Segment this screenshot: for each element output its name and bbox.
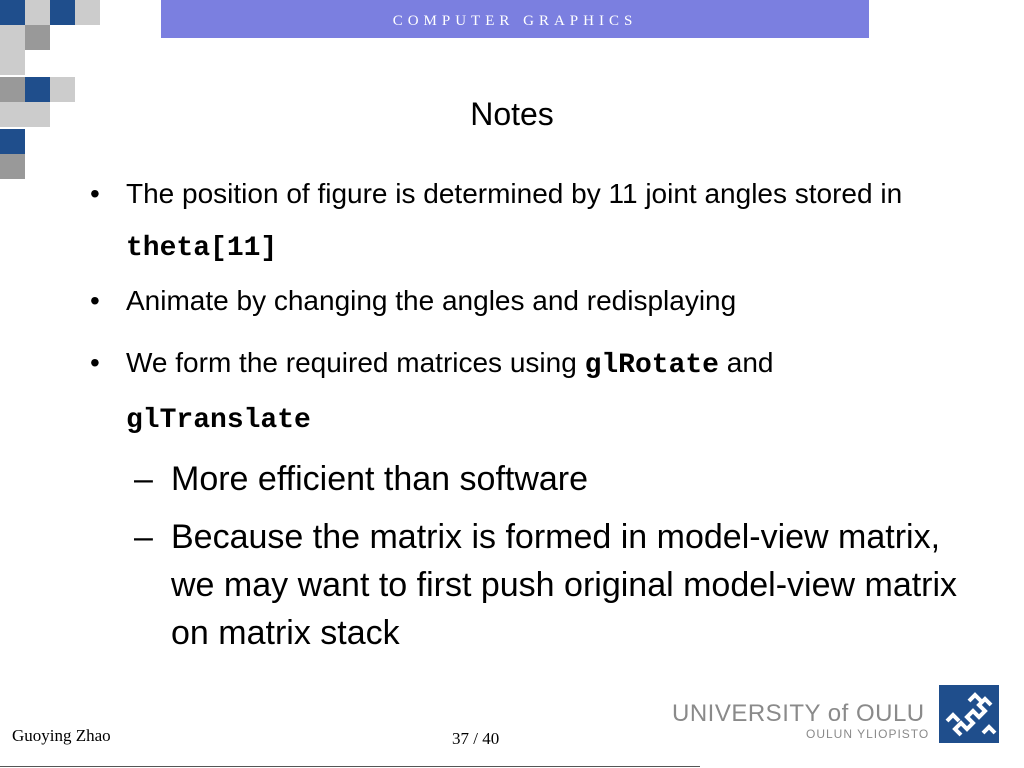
university-subname: OULUN YLIOPISTO [806,727,930,741]
page-current: 37 [452,729,469,748]
deco-square [25,0,50,25]
university-name: UNIVERSITY of OULU [672,700,925,727]
deco-square [0,25,25,50]
deco-square [0,0,25,25]
page-separator: / [473,729,478,748]
footer-divider [0,766,700,767]
deco-square [75,0,100,25]
bullet-item [90,168,960,275]
sub-bullet-text: More efficient than software [171,460,589,498]
bullet-text: and [718,347,774,378]
header-banner: COMPUTER GRAPHICS [161,0,869,38]
deco-square [0,154,25,179]
footer-author: Guoying Zhao [12,726,111,745]
bullet-text: Animate by changing the angles and redisplaying [126,285,737,316]
sub-bullet-marker: – [134,460,153,498]
bullet-marker: • [90,347,100,378]
bullet-text: The position of figure is determined by 11 joint angles stored in [126,178,903,209]
sub-bullet-item [90,513,960,657]
deco-square [50,0,75,25]
sub-bullet-marker: – [134,518,153,556]
bullet-item [90,275,960,327]
bullet-item [90,337,960,447]
bullet-marker: • [90,178,100,209]
code-text: glRotate [584,350,719,381]
code-text: glTranslate [126,405,311,436]
sub-bullet-text: Because the matrix is formed in model-view matrix, we may want to first push original model-view matrix on matrix stack [171,518,958,652]
deco-square [0,50,25,75]
bullet-text: We form the required matrices using [126,347,585,378]
university-logo-icon [939,685,999,743]
slide-title: Notes [470,96,554,132]
deco-square [25,25,50,50]
page-total: 40 [482,729,500,748]
bullet-marker: • [90,285,100,316]
footer-page-number [452,729,499,749]
slide-content [90,168,960,657]
code-text: theta[11] [126,233,278,264]
sub-bullet-item [90,455,960,503]
